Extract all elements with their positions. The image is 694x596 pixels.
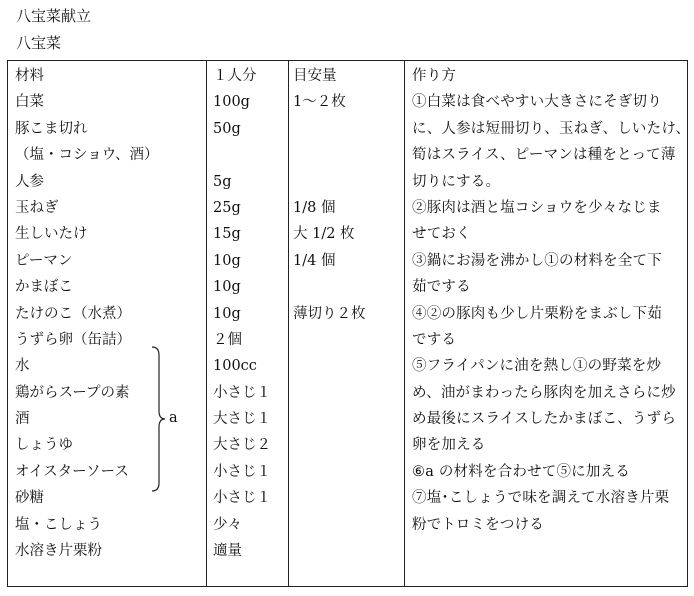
ingredient-cell: 豚こま切れ — [15, 120, 88, 137]
instruction-line: 筍はスライス、ピーマンは種をとって薄 — [412, 147, 676, 164]
instruction-line: ⑦塩･こしょうで味を調えて水溶き片栗 — [412, 490, 670, 507]
ingredient-cell: 酒 — [15, 411, 30, 428]
instruction-line: ①白菜は食べやすい大きさにそぎ切り — [412, 94, 662, 111]
instruction-line: ⑥a の材料を合わせて⑤に加える — [412, 463, 630, 480]
ingredient-cell: しょうゆ — [15, 437, 73, 454]
amount-cell: 100cc — [213, 358, 257, 375]
dish-name: 八宝菜 — [16, 34, 62, 52]
guide-cell: 1/8 個 — [293, 199, 336, 216]
ingredient-cell: （塩・コショウ、酒） — [15, 147, 159, 164]
ingredient-cell: うずら卵（缶詰） — [15, 331, 131, 348]
amount-cell: 10g — [213, 252, 241, 269]
guide-cell: 1～２枚 — [293, 94, 346, 111]
amount-cell: 小さじ１ — [213, 463, 271, 480]
curly-brace-icon — [148, 345, 168, 493]
amount-header: １人分 — [213, 68, 257, 84]
seasoning-group-label: a — [169, 410, 178, 426]
instruction-line: め最後にスライスしたかまぼこ、うずら — [412, 411, 677, 428]
guide-cell: 1/4 個 — [293, 252, 336, 269]
instruction-line: ⑤フライパンに油を熱し①の野菜を炒 — [412, 358, 662, 375]
guide-cell — [293, 142, 366, 168]
ingredient-cell: 白菜 — [15, 94, 44, 111]
ingredient-cell: かまぼこ — [15, 279, 73, 296]
amount-cell: 10g — [213, 305, 241, 322]
amount-cell: 小さじ１ — [213, 490, 271, 507]
instruction-line: ②豚肉は酒と塩コショウを少々なじま — [412, 199, 662, 216]
ingredient-cell: 塩・こしょう — [15, 516, 102, 533]
ingredient-cell: 水溶き片栗粉 — [15, 543, 102, 560]
ingredient-cell: 水 — [15, 358, 30, 375]
amount-cell: 50g — [213, 120, 241, 137]
recipe-menu-title: 八宝菜献立 — [16, 7, 92, 25]
column-divider — [404, 61, 405, 586]
guide-cell: 薄切り２枚 — [293, 305, 366, 322]
amount-cell: 10g — [213, 279, 241, 296]
guide-cell — [293, 169, 366, 195]
ingredient-cell: 玉ねぎ — [15, 199, 59, 216]
amount-cell: 25g — [213, 199, 241, 216]
instruction-line: でする — [412, 331, 457, 348]
instruction-line: 切りにする。 — [412, 173, 501, 190]
amount-cell: 大さじ２ — [213, 437, 271, 454]
instruction-line: ④②の豚肉も少し片栗粉をまぶし下茹 — [412, 305, 662, 322]
ingredient-cell: たけのこ（水煮） — [15, 305, 131, 322]
amount-cell — [213, 142, 271, 168]
instruction-line: に、人参は短冊切り、玉ねぎ、しいたけ、 — [412, 120, 691, 137]
guide-cell: 大 1/2 枚 — [293, 226, 355, 243]
column-divider — [288, 61, 289, 586]
amount-column — [213, 63, 271, 564]
recipe-table — [7, 60, 691, 587]
amount-cell: 大さじ１ — [213, 411, 271, 428]
amount-cell: 15g — [213, 226, 241, 243]
ingredient-header: 材料 — [15, 68, 44, 84]
instruction-line: 粉でトロミをつける — [412, 516, 545, 533]
guide-cell — [293, 116, 366, 142]
column-divider — [206, 61, 207, 586]
amount-cell: 少々 — [213, 516, 242, 533]
ingredient-column — [15, 63, 159, 564]
amount-cell: 100g — [213, 94, 250, 111]
amount-cell: 適量 — [213, 543, 242, 560]
amount-cell: ２個 — [213, 331, 242, 348]
instruction-line: め、油がまわったら豚肉を加えさらに炒 — [412, 384, 676, 401]
instruction-line: せておく — [412, 226, 471, 243]
ingredient-cell: 人参 — [15, 173, 44, 190]
guide-column — [293, 63, 366, 327]
instructions-column — [412, 63, 691, 538]
amount-cell: 5g — [213, 173, 232, 190]
ingredient-cell: 生しいたけ — [15, 226, 88, 243]
guide-header: 目安量 — [293, 68, 337, 84]
ingredient-cell: オイスターソース — [15, 463, 129, 480]
instructions-header: 作り方 — [412, 68, 457, 84]
instruction-line: ③鍋にお湯を沸かし①の材料を全て下 — [412, 252, 662, 269]
ingredient-cell: ピーマン — [15, 252, 73, 269]
ingredient-cell: 砂糖 — [15, 490, 44, 507]
amount-cell: 小さじ１ — [213, 384, 271, 401]
guide-cell — [293, 274, 366, 300]
instruction-line: 茹でする — [412, 279, 471, 296]
instruction-line: 卵を加える — [412, 437, 486, 454]
ingredient-cell: 鶏がらスープの素 — [15, 384, 130, 401]
